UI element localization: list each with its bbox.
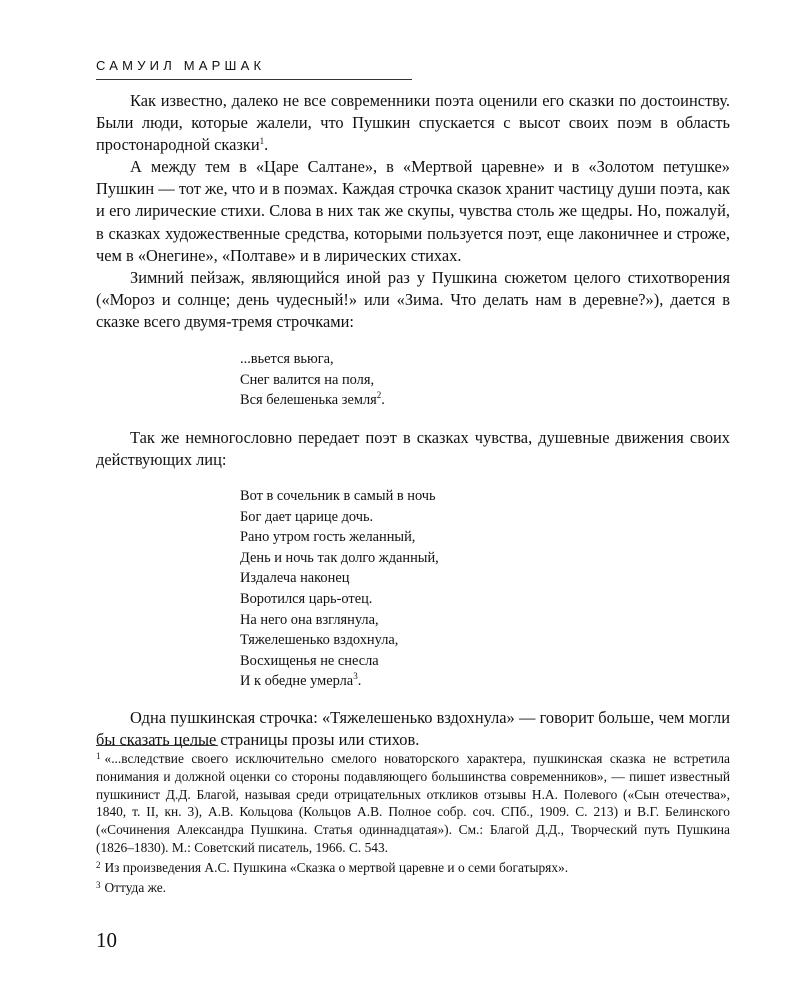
verse-block (96, 486, 730, 692)
verse-line: На него она взглянула, (240, 611, 379, 628)
footnote-text: Из произведения А.С. Пушкина «Сказка о мертвой царевне и о семи богатырях». (104, 859, 569, 875)
verse-line-text: И к обедне умерла (240, 673, 354, 690)
footnotes (96, 750, 730, 898)
footnote-number: 2 (96, 859, 101, 870)
verse-line: ...вьется вьюга, (240, 351, 334, 368)
verse-line: Вот в сочельник в самый в ночь (240, 488, 436, 504)
verse-line (240, 671, 730, 692)
footnote-text: Оттуда же. (104, 879, 167, 895)
verse-line: Издалеча наконец (240, 570, 350, 587)
verse-line: Бог дает царице дочь. (240, 508, 374, 525)
footnote (96, 750, 730, 857)
footnote-ref[interactable]: 3 (353, 671, 358, 682)
verse-line: Снег валится на поля, (240, 371, 375, 388)
verse-line-end: . (357, 673, 362, 690)
paragraph: Зимний пейзаж, являющийся иной раз у Пушкина сюжетом целого стихотворения («Мороз и солнце; день чудесный!» или «Зима. Что делать нам в деревне?»), дается в сказке всего двумя-тремя строчками: (96, 267, 730, 331)
footnote-divider (96, 745, 218, 746)
verse-line-text: Вся белешенька земля (240, 392, 377, 409)
running-header: САМУИЛ МАРШАК (96, 58, 412, 80)
verse-line (240, 390, 730, 411)
verse-block (96, 349, 730, 411)
paragraph (96, 90, 730, 156)
footnote-ref[interactable]: 1 (259, 136, 265, 147)
main-text (96, 90, 730, 751)
footnote (96, 859, 730, 877)
verse-line: Воротился царь-отец. (240, 590, 373, 607)
footnote (96, 879, 730, 897)
verse-line: День и ночь так долго жданный, (240, 549, 439, 566)
verse-line: Восхищенья не снесла (240, 652, 379, 669)
paragraph: Так же немногословно передает поэт в сказках чувства, душевные движения своих действующих лиц: (96, 427, 730, 469)
footnote-number: 1 (96, 751, 101, 761)
page-number: 10 (96, 928, 117, 952)
footnote-ref[interactable]: 2 (376, 390, 382, 401)
verse-line-end: . (381, 392, 385, 409)
paragraph: А между тем в «Царе Салтане», в «Мертвой царевне» и в «Золотом петушке» Пушкин — тот же, что и в поэмах. Каждая строчка сказок хранит частицу души поэта, как и его лирические стихи. Слова в них так же скупы, чувства столь же щедры. Но, пожалуй, в сказках художественные средства, которыми пользуется поэт, еще лаконичнее и строже, чем в «Онегине», «Полтаве» и в лирических стихах. (96, 157, 730, 265)
paragraph-end: . (264, 135, 269, 155)
paragraph-text: Как известно, далеко не все современники поэта оценили его сказки по достоинству. Были люди, которые жалели, что Пушкин спускается с высот своих поэм в область простонародной сказки (96, 91, 730, 155)
verse-line: Тяжелешенько вздохнула, (240, 632, 399, 649)
verse-line: Рано утром гость желанный, (240, 529, 416, 546)
footnote-number: 3 (96, 879, 101, 890)
footnote-text: «...вследствие своего исключительно смелого новаторского характера, пушкинская сказка не встретила понимания и должной оценки со стороны подавляющего большинства современников», — пишет известный пушкинист Д.Д. Благой, называя среди отрицательных откликов отзывы Н.А. Полевого («Сын отечества», 1840, т. II, кн. 3), А.В. Кольцова (Кольцов А.В. Полное собр. соч. СПб., 1909. С. 213) и В.Г. Белинского («Сочинения Александра Пушкина. Статья одиннадцатая»). См.: Благой Д.Д., Творческий путь Пушкина (1826–1830). М.: Советский писатель, 1966. С. 543. (96, 751, 730, 855)
paragraph: Одна пушкинская строчка: «Тяжелешенько вздохнула» — говорит больше, чем могли бы сказать целые страницы прозы или стихов. (96, 707, 730, 750)
